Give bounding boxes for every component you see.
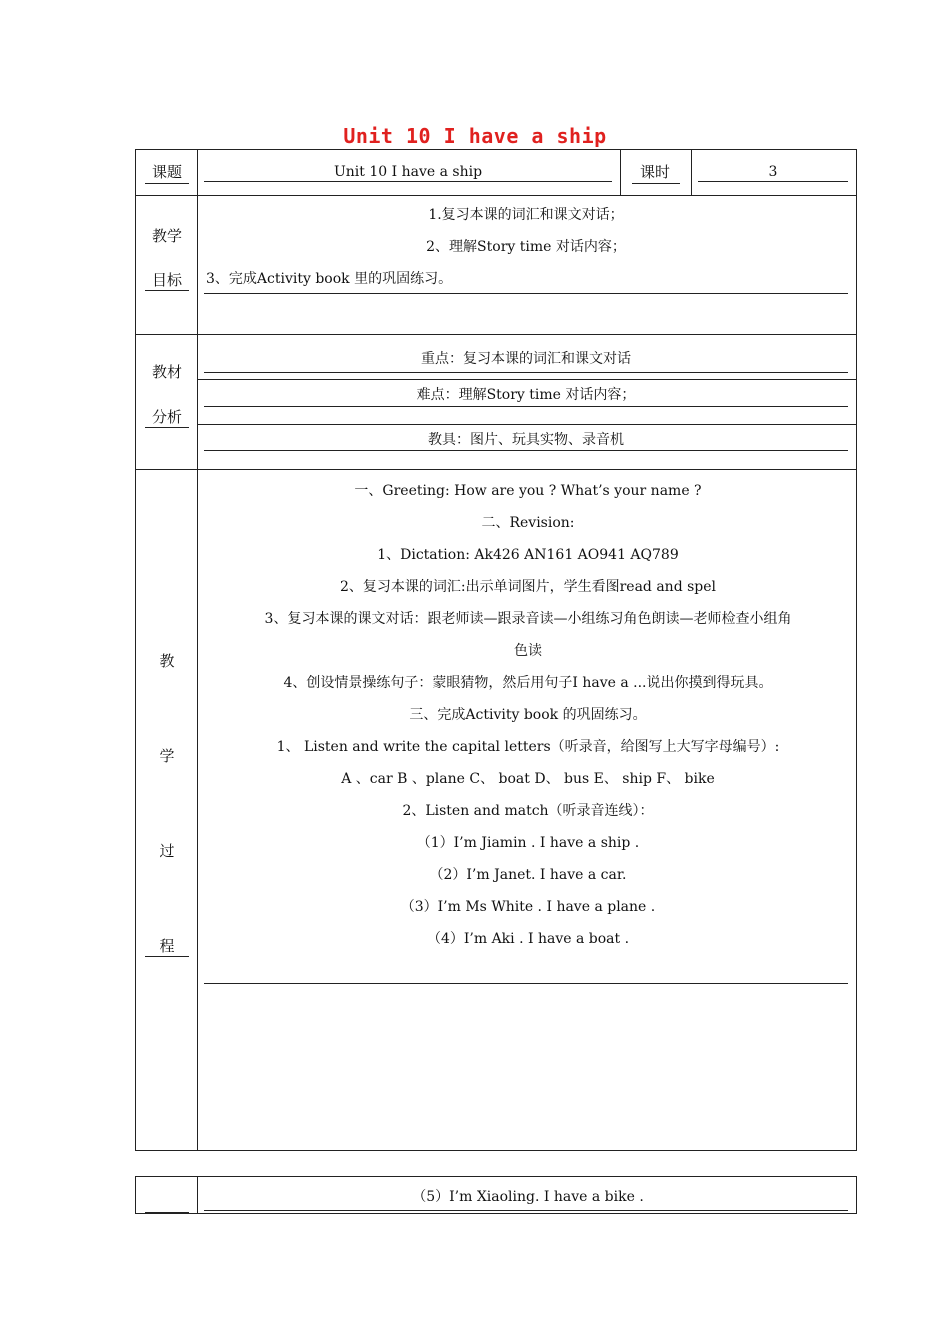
process-line: （2）I’m Janet. I have a car. [429, 867, 627, 883]
process-line: 2、Listen and match（听录音连线）： [402, 803, 654, 819]
objectives-label-2: 目标 [151, 271, 182, 289]
objective-line-1: 1.复习本课的词汇和课文对话； [428, 207, 624, 223]
objective-line-3: 3、完成Activity book 里的巩固练习。 [206, 271, 453, 287]
analysis-label-1: 教材 [151, 363, 182, 381]
document-title: Unit 10 I have a ship [343, 124, 607, 148]
analysis-label-2: 分析 [151, 408, 182, 426]
topic-value: Unit 10 I have a ship [333, 164, 483, 180]
process-label-2: 学 [159, 747, 175, 765]
key-point: 重点：复习本课的词汇和课文对话 [421, 351, 631, 367]
teaching-aids: 教具：图片、玩具实物、录音机 [428, 432, 624, 448]
difficulty-point: 难点：理解Story time 对话内容； [416, 387, 636, 403]
process-line-continued: （5）I’m Xiaoling. I have a bike . [412, 1189, 644, 1205]
process-line: 一、Greeting: How are you ? What’s your name ? [354, 483, 702, 499]
process-line: 3、复习本课的课文对话：跟老师读—跟录音读—小组练习角色朗读—老师检查小组角 [264, 611, 792, 627]
process-line: 三、完成Activity book 的巩固练习。 [409, 707, 647, 723]
process-label-1: 教 [159, 652, 175, 670]
process-line: A 、car B 、plane C、 boat D、 bus E、 ship F、 bike [341, 771, 715, 787]
lesson-plan-table [135, 149, 857, 1151]
process-line: （3）I’m Ms White . I have a plane . [400, 899, 656, 915]
process-line: 1、Dictation: Ak426 AN161 AO941 AQ789 [377, 547, 679, 563]
period-value: 3 [768, 164, 778, 180]
process-line: 1、 Listen and write the capital letters（听录音，给图写上大写字母编号）: [276, 739, 780, 755]
process-label-3: 过 [159, 842, 175, 860]
objective-line-2: 2、理解Story time 对话内容； [426, 239, 626, 255]
topic-label: 课题 [151, 163, 182, 181]
process-line: 二、Revision: [481, 515, 575, 531]
process-line: （4）I’m Aki . I have a boat . [426, 931, 630, 947]
process-line: （1）I’m Jiamin . I have a ship . [416, 835, 640, 851]
process-label-4: 程 [159, 937, 175, 955]
process-line: 色读 [514, 643, 542, 659]
process-line: 4、创设情景操练句子：蒙眼猜物，然后用句子I have a ...说出你摸到得玩具。 [283, 675, 773, 691]
continuation-table [135, 1176, 857, 1214]
process-line: 2、复习本课的词汇:出示单词图片，学生看图read and spel [339, 579, 717, 595]
period-label: 课时 [639, 163, 670, 181]
objectives-label-1: 教学 [151, 227, 182, 245]
